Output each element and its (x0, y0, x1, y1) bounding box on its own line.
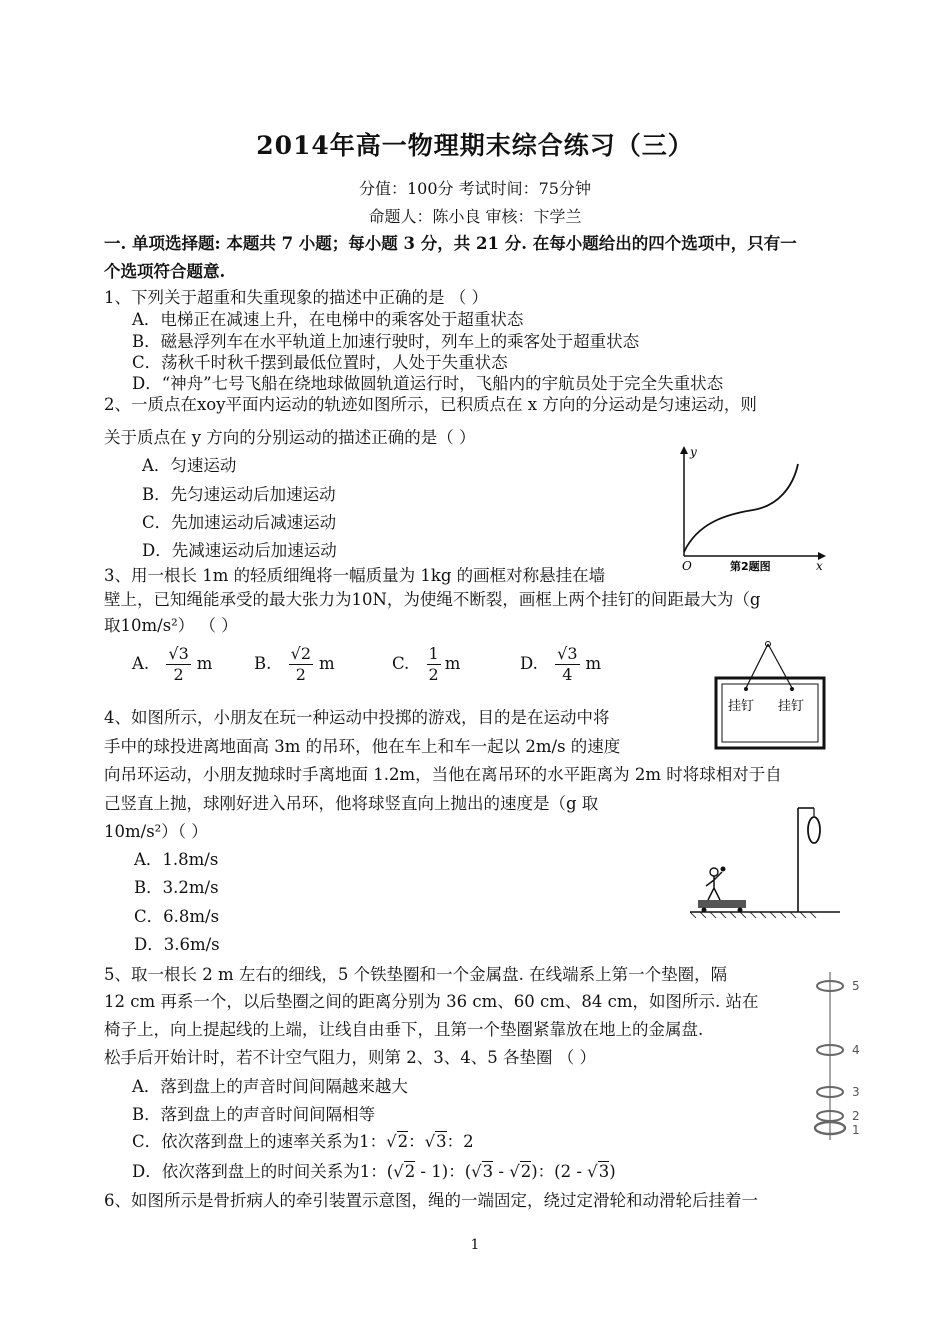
q2-option-c: C．先加速运动后减速运动 (142, 513, 337, 532)
fraction: $\frac{1}{2}$ (428, 644, 439, 684)
q5-option-d: D．依次落到盘上的时间关系为1：(√2 - 1)：(√3 - √2)：(2 - √3) (132, 1162, 616, 1181)
child-figure-icon (706, 872, 722, 900)
q3-option-c: C. $\frac{1}{2}$ m (392, 644, 461, 684)
fraction: $\frac{√2}{2}$ (290, 644, 311, 684)
q2-stem-line2: 关于质点在 y 方向的分别运动的描述正确的是（ ） (104, 428, 476, 447)
cart-wheel-icon (738, 908, 743, 913)
section-heading-line2: 个选项符合题意. (104, 262, 226, 281)
q2-stem-line1: 2、一质点在xoy平面内运动的轨迹如图所示，已积质点在 x 方向的分运动是匀速运动，则 (104, 395, 757, 414)
nail-right-label: 挂钉 (778, 699, 805, 714)
q4-stem-line2: 手中的球投进离地面高 3m 的吊环，他在车上和车一起以 2m/s 的速度 (104, 737, 621, 756)
q4-option-a: A．1.8m/s (134, 850, 219, 869)
q4-option-b: B．3.2m/s (134, 878, 219, 897)
section-heading-line1: 一. 单项选择题: 本题共 7 小题；每小题 3 分，共 21 分. 在每小题给出的四个选项中，只有一 (104, 234, 797, 253)
q4-option-c: C．6.8m/s (134, 907, 220, 926)
q1-option-a: A．电梯正在减速上升，在电梯中的乘客处于超重状态 (132, 310, 524, 329)
q5-stem-line4: 松手后开始计时，若不计空气阻力，则第 2、3、4、5 各垫圈 （ ） (104, 1048, 596, 1067)
washer-label-5: 5 (852, 979, 860, 993)
nail-left-label: 挂钉 (728, 699, 755, 714)
q5-washers-figure (808, 968, 868, 1148)
q1-option-b: B．磁悬浮列车在水平轨道上加速行驶时，列车上的乘客处于超重状态 (132, 332, 640, 351)
q4-stem-line3: 向吊环运动，小朋友抛球时手离地面 1.2m，当他在离吊环的水平距离为 2m 时将球相对于自 (104, 765, 782, 784)
trajectory-curve (684, 464, 798, 552)
q2-option-b: B．先匀速运动后加速运动 (142, 485, 336, 504)
page-number: 1 (470, 1237, 480, 1253)
rope-left (746, 644, 768, 688)
q4-throw-figure (690, 806, 840, 918)
ball-icon (721, 867, 726, 872)
hanging-ring-icon (808, 817, 820, 843)
q3-option-b: B. $\frac{√2}{2}$ m (254, 644, 335, 684)
q5-stem-line2: 12 cm 再系一个，以后垫圈之间的距离分别为 36 cm、60 cm、84 cm，如图所示. 站在 (104, 992, 759, 1011)
fraction: $\frac{√3}{4}$ (557, 644, 578, 684)
q6-stem-line1: 6、如图所示是骨折病人的牵引装置示意图，绳的一端固定，绕过定滑轮和动滑轮后挂着一 (104, 1191, 758, 1210)
q5-stem-line3: 椅子上，向上提起线的上端，让线自由垂下，且第一个垫圈紧靠放在地上的金属盘. (104, 1020, 704, 1039)
q3-option-a: A. $\frac{√3}{2}$ m (132, 644, 213, 684)
q1-option-d: D．“神舟”七号飞船在绕地球做圆轨道运行时，飞船内的宇航员处于完全失重状态 (132, 374, 724, 393)
rope-right (768, 644, 792, 688)
y-axis-arrow-icon (680, 446, 688, 454)
ground-hatch (690, 912, 816, 918)
figure-caption: 第2题图 (730, 560, 771, 573)
exam-meta-score-time: 分值：100分 考试时间：75分钟 (359, 179, 591, 198)
q3-stem-line1: 3、用一根长 1m 的轻质细绳将一幅质量为 1kg 的画框对称悬挂在墙 (104, 566, 606, 585)
child-head-icon (710, 868, 718, 876)
page-title: 2014年高一物理期末综合练习（三） (256, 131, 694, 160)
q2-option-a: A．匀速运动 (142, 456, 237, 475)
washer-label-4: 4 (852, 1043, 860, 1057)
nail-left-icon (744, 687, 748, 691)
q4-stem-line4: 己竖直上抛，球刚好进入吊环，他将球竖直向上抛出的速度是（g 取 (104, 794, 599, 813)
q1-stem: 1、下列关于超重和失重现象的描述中正确的是 （ ） (104, 288, 488, 307)
fraction: $\frac{√3}{2}$ (168, 644, 189, 684)
q3-frame-figure (712, 640, 830, 752)
q3-stem-line2: 壁上，已知绳能承受的最大张力为10N，为使绳不断裂，画框上两个挂钉的间距最大为（g (104, 590, 761, 609)
q4-stem-line1: 4、如图所示，小朋友在玩一种运动中投掷的游戏，目的是在运动中将 (104, 708, 610, 727)
cart-wheel-icon (702, 908, 707, 913)
q4-option-d: D．3.6m/s (134, 935, 220, 954)
q3-stem-line3: 取10m/s²） （ ） (104, 616, 238, 635)
q1-option-c: C．荡秋千时秋千摆到最低位置时，人处于失重状态 (132, 353, 508, 372)
washer-label-2: 2 (852, 1109, 860, 1123)
cart (698, 900, 746, 908)
q3-option-d: D. $\frac{√3}{4}$ m (520, 644, 602, 684)
q5-option-c: C．依次落到盘上的速率关系为1：√2：√3：2 (132, 1132, 474, 1151)
x-axis-label: x (816, 559, 823, 573)
y-axis-label: y (690, 445, 697, 459)
q5-option-b: B．落到盘上的声音时间间隔相等 (132, 1105, 376, 1124)
q2-trajectory-figure (668, 442, 828, 574)
washer-label-1: 1 (852, 1123, 860, 1137)
q5-stem-line1: 5、取一根长 2 m 左右的细线，5 个铁垫圈和一个金属盘. 在线端系上第一个垫圈，隔 (104, 965, 728, 984)
exam-meta-authors: 命题人：陈小良 审核：卞学兰 (368, 207, 582, 226)
washer-label-3: 3 (852, 1085, 860, 1099)
q2-option-d: D．先减速运动后加速运动 (142, 541, 337, 560)
origin-label: O (682, 559, 692, 573)
q5-option-a: A．落到盘上的声音时间间隔越来越大 (132, 1077, 408, 1096)
nail-right-icon (790, 687, 794, 691)
q4-stem-line5: 10m/s²）（ ） (104, 822, 208, 841)
